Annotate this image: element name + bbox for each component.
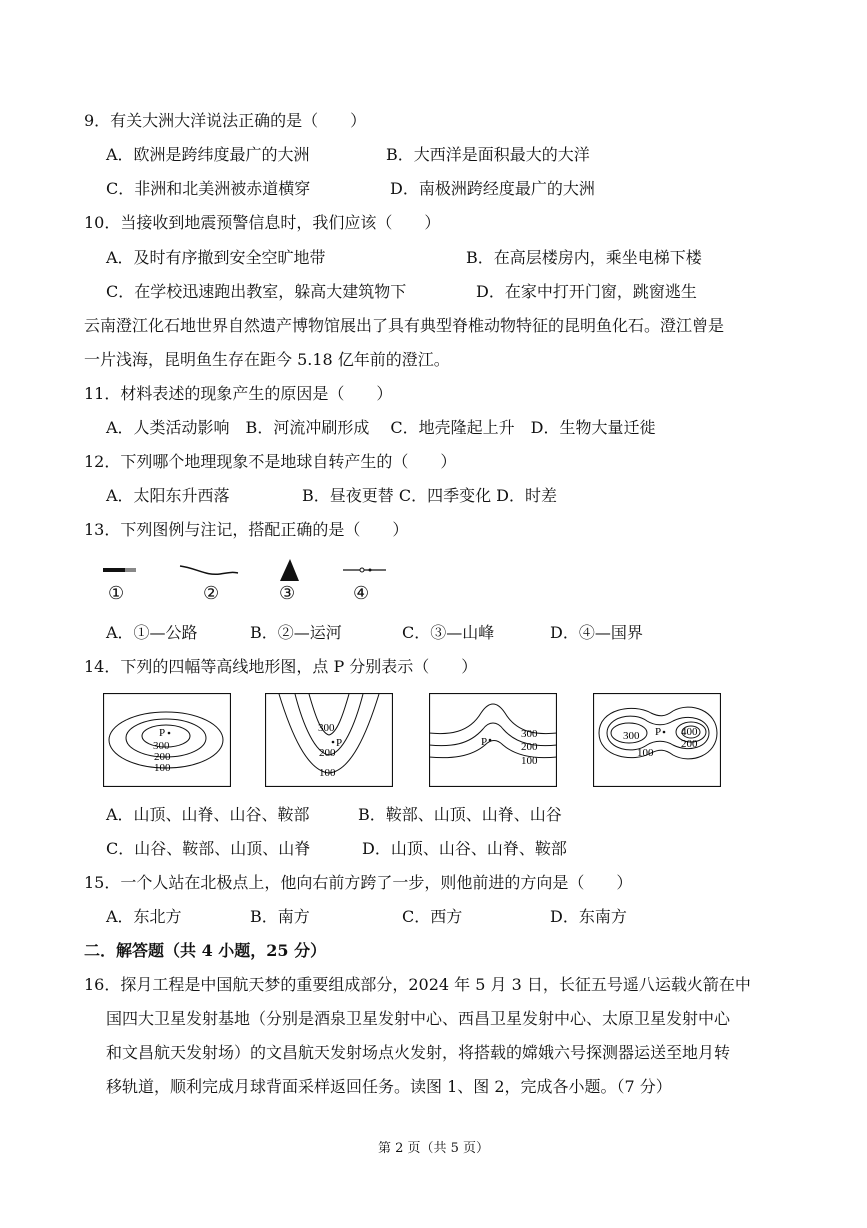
q15-option-a: A．东北方 (106, 907, 182, 926)
fig4-label-p: P (655, 726, 662, 738)
q15-option-c: C．西方 (402, 907, 463, 926)
fig4-label-400: 400 (681, 726, 698, 738)
question-15-stem: 15．一个人站在北极点上，他向右前方跨了一步，则他前进的方向是（ ） (84, 873, 633, 892)
legend-label-4: ④ (353, 583, 370, 604)
question-13-stem: 13．下列图例与注记，搭配正确的是（ ） (84, 520, 409, 539)
q13-option-c: C．③—山峰 (402, 623, 495, 642)
fig3-label-p: P (481, 736, 488, 748)
q10-option-c: C．在学校迅速跑出教室，躲高大建筑物下 (106, 282, 407, 301)
map-legend-symbols (100, 558, 400, 582)
q9-option-a: A．欧洲是跨纬度最广的大洲 (106, 145, 310, 164)
q16-line-3: 和文昌航天发射场）的文昌航天发射场点火发射，将搭载的嫦娥六号探测器运送至地月转 (106, 1043, 731, 1062)
peak-symbol-icon (280, 559, 299, 581)
q9-option-b: B．大西洋是面积最大的大洋 (386, 145, 590, 164)
fig1-label-200: 200 (154, 751, 171, 763)
legend-label-3: ③ (279, 583, 296, 604)
q13-option-a: A．①—公路 (106, 623, 198, 642)
fig4-label-100: 100 (637, 747, 654, 759)
contour-map-2 (265, 693, 393, 787)
fig2-label-p: P (336, 737, 343, 749)
q14-option-c: C．山谷、鞍部、山顶、山脊 (106, 839, 311, 858)
road-symbol-icon (103, 568, 136, 572)
q16-line-2: 国四大卫星发射基地（分别是酒泉卫星发射中心、西昌卫星发射中心、太原卫星发射中心 (106, 1009, 731, 1028)
contour-map-4 (593, 693, 721, 787)
fig2-label-100: 100 (319, 767, 336, 779)
legend-label-2: ② (203, 583, 220, 604)
boundary-symbol-icon (343, 568, 386, 572)
question-11-stem: 11．材料表述的现象产生的原因是（ ） (84, 384, 393, 403)
q9-option-d: D．南极洲跨经度最广的大洲 (390, 179, 595, 198)
material-line-2: 一片浅海，昆明鱼生存在距今 5.18 亿年前的澄江。 (84, 350, 450, 369)
question-14-stem: 14．下列的四幅等高线地形图，点 P 分别表示（ ） (84, 657, 478, 676)
q12-options-bcd: B．昼夜更替 C．四季变化 D．时差 (302, 486, 558, 505)
fig2-label-300: 300 (318, 722, 335, 734)
fig1-label-100: 100 (154, 762, 171, 774)
q12-option-a: A．太阳东升西落 (106, 486, 230, 505)
q15-option-d: D．东南方 (550, 907, 627, 926)
fig4-label-300: 300 (623, 730, 640, 742)
q15-option-b: B．南方 (250, 907, 310, 926)
fig3-label-300: 300 (521, 728, 538, 740)
fig1-label-300: 300 (153, 740, 170, 752)
material-line-1: 云南澄江化石地世界自然遗产博物馆展出了具有典型脊椎动物特征的昆明鱼化石。澄江曾是 (84, 316, 725, 335)
q10-option-d: D．在家中打开门窗，跳窗逃生 (476, 282, 697, 301)
question-9-stem: 9．有关大洲大洋说法正确的是（ ） (84, 111, 367, 130)
fig4-label-200: 200 (681, 738, 698, 750)
q14-option-d: D．山顶、山谷、山脊、鞍部 (362, 839, 567, 858)
q11-options: A．人类活动影响 B．河流冲刷形成 C．地壳隆起上升 D．生物大量迁徙 (106, 418, 656, 437)
fig3-label-100: 100 (521, 755, 538, 767)
q16-line-1: 16．探月工程是中国航天梦的重要组成部分，2024 年 5 月 3 日，长征五号遥八运载火箭在中 (84, 975, 751, 994)
q9-option-c: C．非洲和北美洲被赤道横穿 (106, 179, 311, 198)
q16-line-4: 移轨道，顺利完成月球背面采样返回任务。读图 1、图 2，完成各小题。（7 分） (106, 1077, 672, 1096)
fig2-label-200: 200 (319, 747, 336, 759)
question-10-stem: 10．当接收到地震预警信息时，我们应该（ ） (84, 213, 441, 232)
contour-map-3 (429, 693, 557, 787)
q13-option-d: D．④—国界 (550, 623, 643, 642)
q13-option-b: B．②—运河 (250, 623, 342, 642)
fig1-label-p: P (159, 727, 166, 739)
river-symbol-icon (180, 566, 238, 574)
q10-option-a: A．及时有序撤到安全空旷地带 (106, 248, 326, 267)
contour-map-1 (103, 693, 231, 787)
section-2-heading: 二．解答题（共 4 小题，25 分） (84, 941, 327, 960)
q10-option-b: B．在高层楼房内，乘坐电梯下楼 (466, 248, 702, 267)
q14-option-b: B．鞍部、山顶、山脊、山谷 (358, 805, 562, 824)
q14-option-a: A．山顶、山脊、山谷、鞍部 (106, 805, 310, 824)
question-12-stem: 12．下列哪个地理现象不是地球自转产生的（ ） (84, 452, 457, 471)
page-footer: 第 2 页（共 5 页） (377, 1141, 490, 1156)
legend-label-1: ① (108, 583, 125, 604)
fig3-label-200: 200 (521, 741, 538, 753)
